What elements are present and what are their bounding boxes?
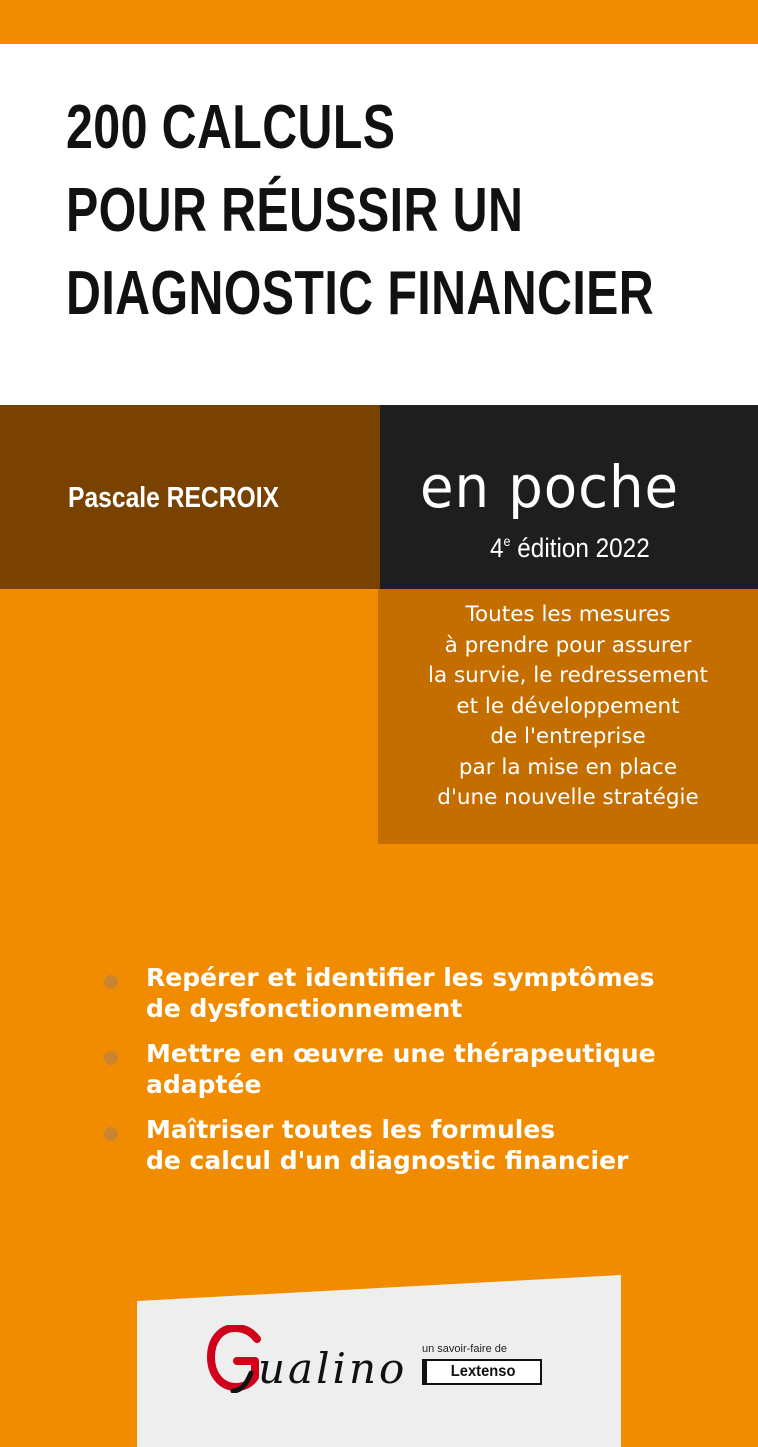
publisher-name: Lextenso [451,1363,516,1380]
blurb-line: Toutes les mesures [465,602,671,627]
blurb-line: de l'entreprise [490,724,646,749]
bullet-dot-icon [104,1127,118,1141]
title-line: DIAGNOSTIC FINANCIER [66,259,655,328]
gualino-g-logo-icon [207,1325,263,1393]
title-line: POUR RÉUSSIR UN [66,176,524,245]
edition-suffix: e [503,533,511,549]
bullet-line: Repérer et identifier les symptômes [146,963,655,992]
bullet-line: de calcul d'un diagnostic financier [146,1146,629,1175]
blurb-line: à prendre pour assurer [444,632,692,658]
lextenso-logo [422,1359,542,1385]
blurb-line: par la mise en place [458,754,678,780]
bullet-line: Maîtriser toutes les formules [146,1115,556,1144]
edition-number: 4 [490,533,504,563]
bullet-list [104,962,744,1190]
book-title [66,86,654,335]
title-line: 200 CALCULS [66,93,396,162]
bullet-item [104,1114,744,1176]
edition-text: édition 2022 [510,533,650,563]
bullet-text [146,1038,744,1100]
gualino-wordmark: ualino [258,1344,408,1393]
blurb-line: et le développement [456,693,680,719]
author-name: Pascale RECROIX [68,482,279,514]
series-name: en poche [420,453,679,521]
publisher-tagline: un savoir-faire de [422,1343,507,1355]
bullet-text [146,962,744,1024]
blurb-text [378,600,758,814]
bullet-dot-icon [104,1051,118,1065]
bullet-item [104,962,744,1024]
bullet-item [104,1038,744,1100]
bullet-line: adaptée [146,1070,262,1099]
blurb-line: d'une nouvelle stratégie [437,785,699,810]
edition-label [490,533,650,564]
bullet-line: de dysfonctionnement [146,994,463,1023]
bullet-dot-icon [104,975,118,989]
bullet-line: Mettre en œuvre une thérapeutique [146,1039,656,1068]
blurb-line: la survie, le redressement [428,663,708,688]
top-orange-strip [0,0,758,44]
bullet-text [146,1114,744,1176]
